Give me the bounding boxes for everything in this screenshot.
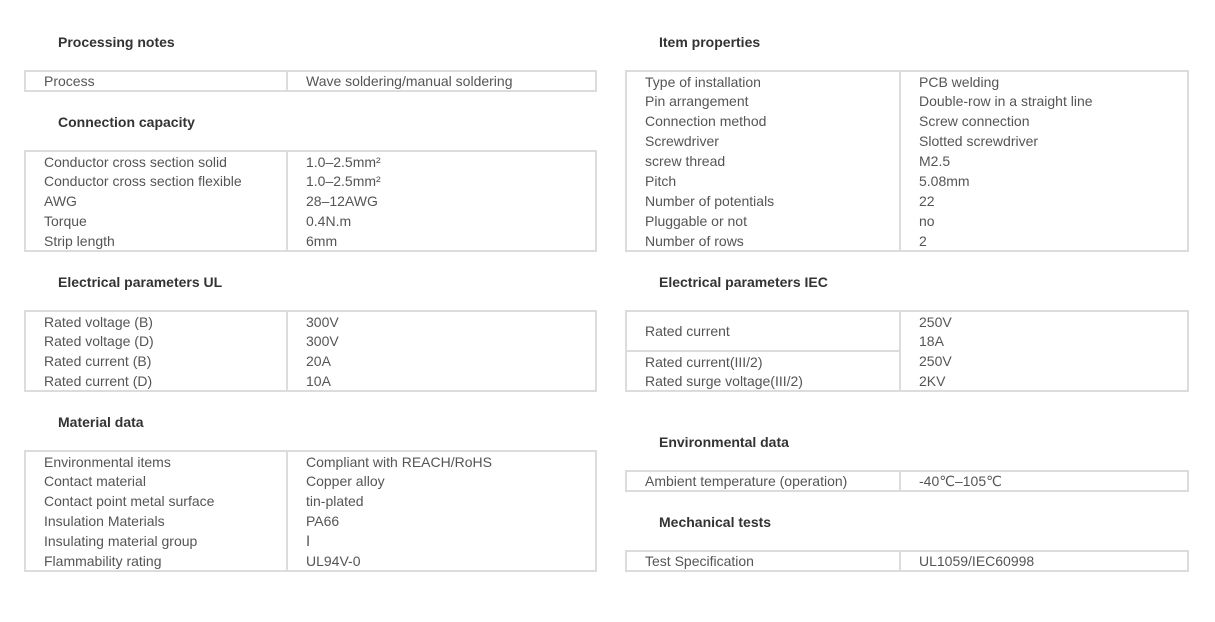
table-row xyxy=(25,211,596,231)
row-label: Insulation Materials xyxy=(25,511,287,531)
table-row xyxy=(626,211,1188,231)
table-row xyxy=(25,331,596,351)
row-value: Screw connection xyxy=(900,111,1188,131)
row-label: Rated voltage (B) xyxy=(25,311,287,331)
row-label: Number of rows xyxy=(626,231,900,251)
table-row xyxy=(626,311,1188,331)
row-label: Pin arrangement xyxy=(626,91,900,111)
table-row xyxy=(626,471,1188,491)
item-properties-title: Item properties xyxy=(659,34,761,50)
table-row xyxy=(626,71,1188,91)
table-row xyxy=(626,91,1188,111)
table-row xyxy=(25,191,596,211)
electrical-ul-title: Electrical parameters UL xyxy=(58,274,223,290)
table-row xyxy=(25,231,596,251)
row-value: 28–12AWG xyxy=(287,191,596,211)
table-row xyxy=(626,231,1188,251)
row-value: 1.0–2.5mm² xyxy=(287,151,596,171)
table-row xyxy=(25,171,596,191)
row-label: Process xyxy=(25,71,287,91)
row-value: tin-plated xyxy=(287,491,596,511)
row-value: 0.4N.m xyxy=(287,211,596,231)
environmental-data-table xyxy=(625,470,1189,492)
row-value: 6mm xyxy=(287,231,596,251)
table-row xyxy=(25,351,596,371)
connection-capacity-title: Connection capacity xyxy=(58,114,195,130)
row-label: Number of potentials xyxy=(626,191,900,211)
table-row xyxy=(626,351,1188,371)
material-data-table xyxy=(24,450,597,572)
row-label: Contact material xyxy=(25,471,287,491)
row-value: 250V xyxy=(900,311,1188,331)
table-row xyxy=(626,191,1188,211)
row-value: no xyxy=(900,211,1188,231)
row-label: Test Specification xyxy=(626,551,900,571)
table-row xyxy=(25,551,596,571)
row-label: Contact point metal surface xyxy=(25,491,287,511)
table-row xyxy=(626,131,1188,151)
row-value: -40℃–105℃ xyxy=(900,471,1188,491)
row-value: UL1059/IEC60998 xyxy=(900,551,1188,571)
row-value: Copper alloy xyxy=(287,471,596,491)
row-label: Rated current xyxy=(626,311,900,351)
row-value: 250V xyxy=(900,351,1188,371)
row-label: Pitch xyxy=(626,171,900,191)
row-value: 22 xyxy=(900,191,1188,211)
table-row xyxy=(25,151,596,171)
processing-notes-table xyxy=(24,70,597,92)
row-value: 300V xyxy=(287,311,596,331)
row-label: Insulating material group xyxy=(25,531,287,551)
table-row xyxy=(626,111,1188,131)
row-label: Torque xyxy=(25,211,287,231)
row-value: Wave soldering/manual soldering xyxy=(287,71,596,91)
row-value: Compliant with REACH/RoHS xyxy=(287,451,596,471)
table-row xyxy=(626,151,1188,171)
row-value: Slotted screwdriver xyxy=(900,131,1188,151)
row-label: Rated current (D) xyxy=(25,371,287,391)
row-label: Rated current (B) xyxy=(25,351,287,371)
table-row xyxy=(25,511,596,531)
row-value: PCB welding xyxy=(900,71,1188,91)
row-label: screw thread xyxy=(626,151,900,171)
row-label: Connection method xyxy=(626,111,900,131)
row-value: Ⅰ xyxy=(287,531,596,551)
row-label: Pluggable or not xyxy=(626,211,900,231)
row-label: Strip length xyxy=(25,231,287,251)
row-value: UL94V-0 xyxy=(287,551,596,571)
table-row xyxy=(626,371,1188,391)
processing-notes-title: Processing notes xyxy=(58,34,175,50)
table-row xyxy=(25,371,596,391)
environmental-data-title: Environmental data xyxy=(659,434,789,450)
row-label: Rated surge voltage(III/2) xyxy=(626,371,900,391)
connection-capacity-table xyxy=(24,150,597,252)
row-value: 18A xyxy=(900,331,1188,351)
row-value: 300V xyxy=(287,331,596,351)
electrical-ul-table xyxy=(24,310,597,392)
table-row xyxy=(25,491,596,511)
row-value: 1.0–2.5mm² xyxy=(287,171,596,191)
table-row xyxy=(626,171,1188,191)
item-properties-table xyxy=(625,70,1189,252)
mechanical-tests-table xyxy=(625,550,1189,572)
row-value: 20A xyxy=(287,351,596,371)
table-row xyxy=(25,531,596,551)
row-label: Screwdriver xyxy=(626,131,900,151)
table-row xyxy=(626,551,1188,571)
row-label: Environmental items xyxy=(25,451,287,471)
row-label: AWG xyxy=(25,191,287,211)
electrical-iec-table xyxy=(625,310,1189,392)
row-label: Conductor cross section flexible xyxy=(25,171,287,191)
row-value: Double-row in a straight line xyxy=(900,91,1188,111)
row-label: Rated voltage (D) xyxy=(25,331,287,351)
table-row xyxy=(25,71,596,91)
row-value: 2KV xyxy=(900,371,1188,391)
row-label: Type of installation xyxy=(626,71,900,91)
row-label: Ambient temperature (operation) xyxy=(626,471,900,491)
row-value: 2 xyxy=(900,231,1188,251)
row-value: 5.08mm xyxy=(900,171,1188,191)
row-value: M2.5 xyxy=(900,151,1188,171)
row-value: 10A xyxy=(287,371,596,391)
material-data-title: Material data xyxy=(58,414,144,430)
row-label: Conductor cross section solid xyxy=(25,151,287,171)
table-row xyxy=(25,311,596,331)
row-label: Flammability rating xyxy=(25,551,287,571)
table-row xyxy=(25,471,596,491)
row-value: PA66 xyxy=(287,511,596,531)
electrical-iec-title: Electrical parameters IEC xyxy=(659,274,828,290)
row-label: Rated current(III/2) xyxy=(626,351,900,371)
table-row xyxy=(25,451,596,471)
mechanical-tests-title: Mechanical tests xyxy=(659,514,772,530)
